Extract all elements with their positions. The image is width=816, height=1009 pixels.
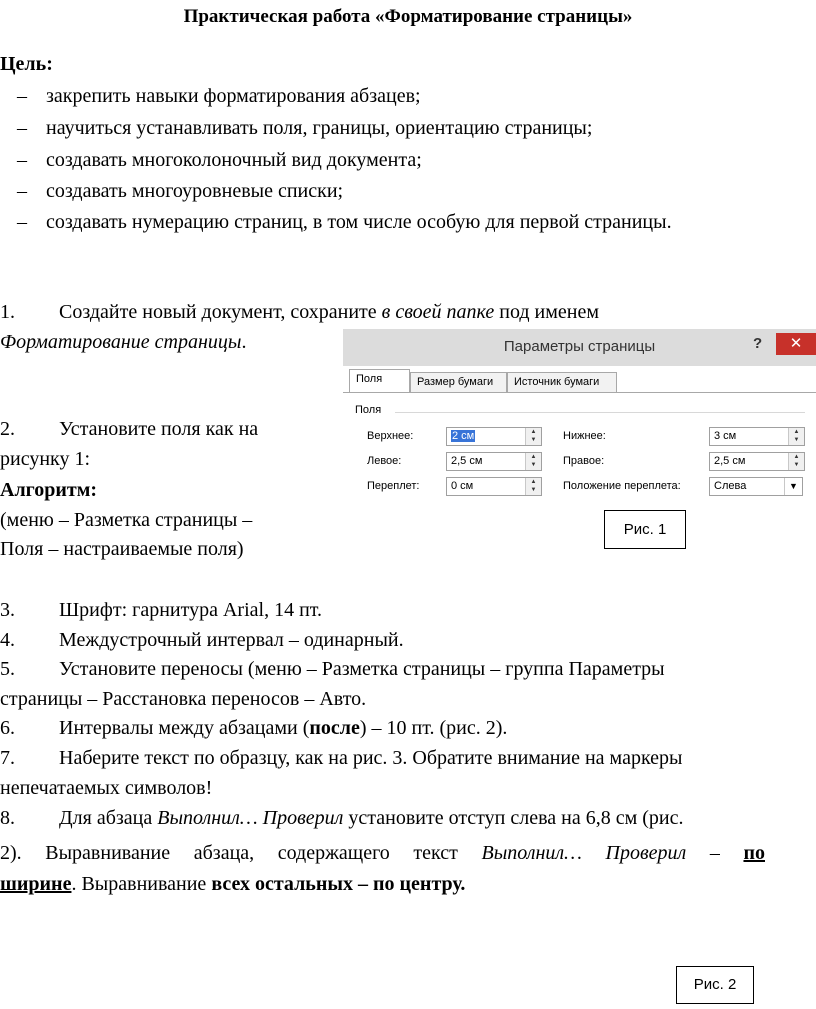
field-value: 3 см [714, 430, 737, 442]
step-text: Шрифт: гарнитура Arial, 14 пт. [59, 599, 323, 621]
step-1-line-2 [0, 330, 246, 354]
tab-paper-size[interactable]: Размер бумаги [410, 372, 507, 392]
step-text: непечатаемых символов! [0, 777, 213, 799]
spinner-arrows-icon[interactable]: ▲ ▼ [788, 428, 804, 445]
top-margin-input[interactable] [446, 427, 542, 446]
step-number: 7. [0, 747, 15, 769]
goal-item: научиться устанавливать поля, границы, ориентацию страницы; [46, 117, 593, 139]
step-text: Установите поля как на [59, 418, 259, 440]
list-dash: – [17, 85, 27, 107]
chevron-down-icon[interactable]: ▼ [784, 478, 802, 495]
gutter-position-select[interactable] [709, 477, 803, 496]
step-text: установите отступ слева на 6,8 см (рис. [343, 807, 684, 829]
field-value: 0 см [451, 480, 474, 492]
list-dash: – [17, 149, 27, 171]
dialog-titlebar [343, 329, 816, 366]
step-text: Создайте новый документ, сохраните [59, 301, 382, 323]
step-8-line-2 [0, 841, 765, 865]
field-value: 2,5 см [451, 455, 483, 467]
step-text: . [241, 331, 247, 353]
help-button[interactable]: ? [753, 335, 763, 352]
step-number: 4. [0, 629, 15, 651]
step-number: 2. [0, 418, 15, 440]
spinner-arrows-icon[interactable]: ▲ ▼ [525, 478, 541, 495]
step-text: – [686, 842, 744, 864]
step-6-line [59, 716, 507, 740]
spinner-arrows-icon[interactable]: ▲ ▼ [525, 453, 541, 470]
tab-divider [343, 392, 816, 393]
step-text: Для абзаца [59, 807, 158, 829]
list-dash: – [17, 180, 27, 202]
right-margin-label: Правое: [563, 455, 605, 467]
step-text: рисунку 1: [0, 448, 91, 470]
step-text: Наберите текст по образцу, как на рис. 3. Обратите внимание на маркеры [59, 747, 683, 769]
bottom-margin-input[interactable] [709, 427, 805, 446]
step-emphasis: после [309, 717, 360, 739]
step-emphasis: Выполнил… Проверил [157, 807, 344, 829]
step-number: 1. [0, 301, 15, 323]
spinner-arrows-icon[interactable]: ▲ ▼ [788, 453, 804, 470]
list-dash: – [17, 211, 27, 233]
group-divider [395, 412, 805, 413]
step-emphasis: в своей папке [381, 301, 495, 323]
figure-2-label: Рис. 2 [676, 966, 754, 1004]
page-title: Практическая работа «Форматирование страницы» [183, 6, 633, 27]
dialog-tabs [343, 366, 816, 392]
goal-heading: Цель: [0, 53, 53, 75]
close-button[interactable]: ✕ [776, 333, 816, 355]
step-text: ) – 10 пт. (рис. 2). [359, 717, 508, 739]
step-number: 3. [0, 599, 15, 621]
left-margin-input[interactable] [446, 452, 542, 471]
right-margin-input[interactable] [709, 452, 805, 471]
spinner-arrows-icon[interactable]: ▲ ▼ [525, 428, 541, 445]
step-number: 5. [0, 658, 15, 680]
group-label: Поля [355, 404, 382, 416]
tab-paper-source[interactable]: Источник бумаги [507, 372, 617, 392]
step-text: 2). Выравнивание абзаца, содержащего текст [0, 842, 482, 864]
step-text: страницы – Расстановка переносов – Авто. [0, 688, 367, 710]
step-text: под именем [494, 301, 600, 323]
step-emphasis: Форматирование страницы [0, 331, 242, 353]
goal-item: закрепить навыки форматирования абзацев; [46, 85, 421, 107]
left-margin-label: Левое: [367, 455, 402, 467]
tab-margins[interactable]: Поля [349, 369, 410, 393]
figure-1-label: Рис. 1 [604, 510, 686, 549]
step-text: Междустрочный интервал – одинарный. [59, 629, 404, 651]
gutter-position-label: Положение переплета: [563, 480, 681, 492]
step-number: 8. [0, 807, 15, 829]
bottom-margin-label: Нижнее: [563, 430, 606, 442]
algorithm-heading: Алгоритм: [0, 479, 98, 501]
step-emphasis: по [743, 842, 765, 864]
step-emphasis: ширине [0, 873, 72, 895]
goal-item: создавать многоуровневые списки; [46, 180, 344, 202]
page-setup-dialog [343, 329, 816, 510]
goal-item: создавать многоколоночный вид документа; [46, 149, 422, 171]
field-value: Слева [714, 480, 747, 492]
step-1-line-1 [59, 300, 599, 324]
step-text: . Выравнивание [71, 873, 212, 895]
goal-item: создавать нумерацию страниц, в том числе особую для первой страницы. [46, 211, 672, 233]
step-8-line-1 [59, 806, 684, 830]
field-value: 2,5 см [714, 455, 746, 467]
list-dash: – [17, 117, 27, 139]
step-text: Установите переносы (меню – Разметка страницы – группа Параметры [59, 658, 665, 680]
field-value: 2 см [452, 430, 475, 442]
step-emphasis: Выполнил… Проверил [481, 842, 687, 864]
gutter-label: Переплет: [367, 480, 420, 492]
step-text: Интервалы между абзацами ( [59, 717, 310, 739]
step-text: (меню – Разметка страницы – [0, 509, 253, 531]
top-margin-label: Верхнее: [367, 430, 414, 442]
dialog-title: Параметры страницы [503, 338, 656, 355]
step-number: 6. [0, 717, 15, 739]
step-8-line-3 [0, 872, 465, 896]
step-emphasis: всех остальных – по центру. [211, 873, 466, 895]
step-text: Поля – настраиваемые поля) [0, 538, 244, 560]
gutter-input[interactable] [446, 477, 542, 496]
